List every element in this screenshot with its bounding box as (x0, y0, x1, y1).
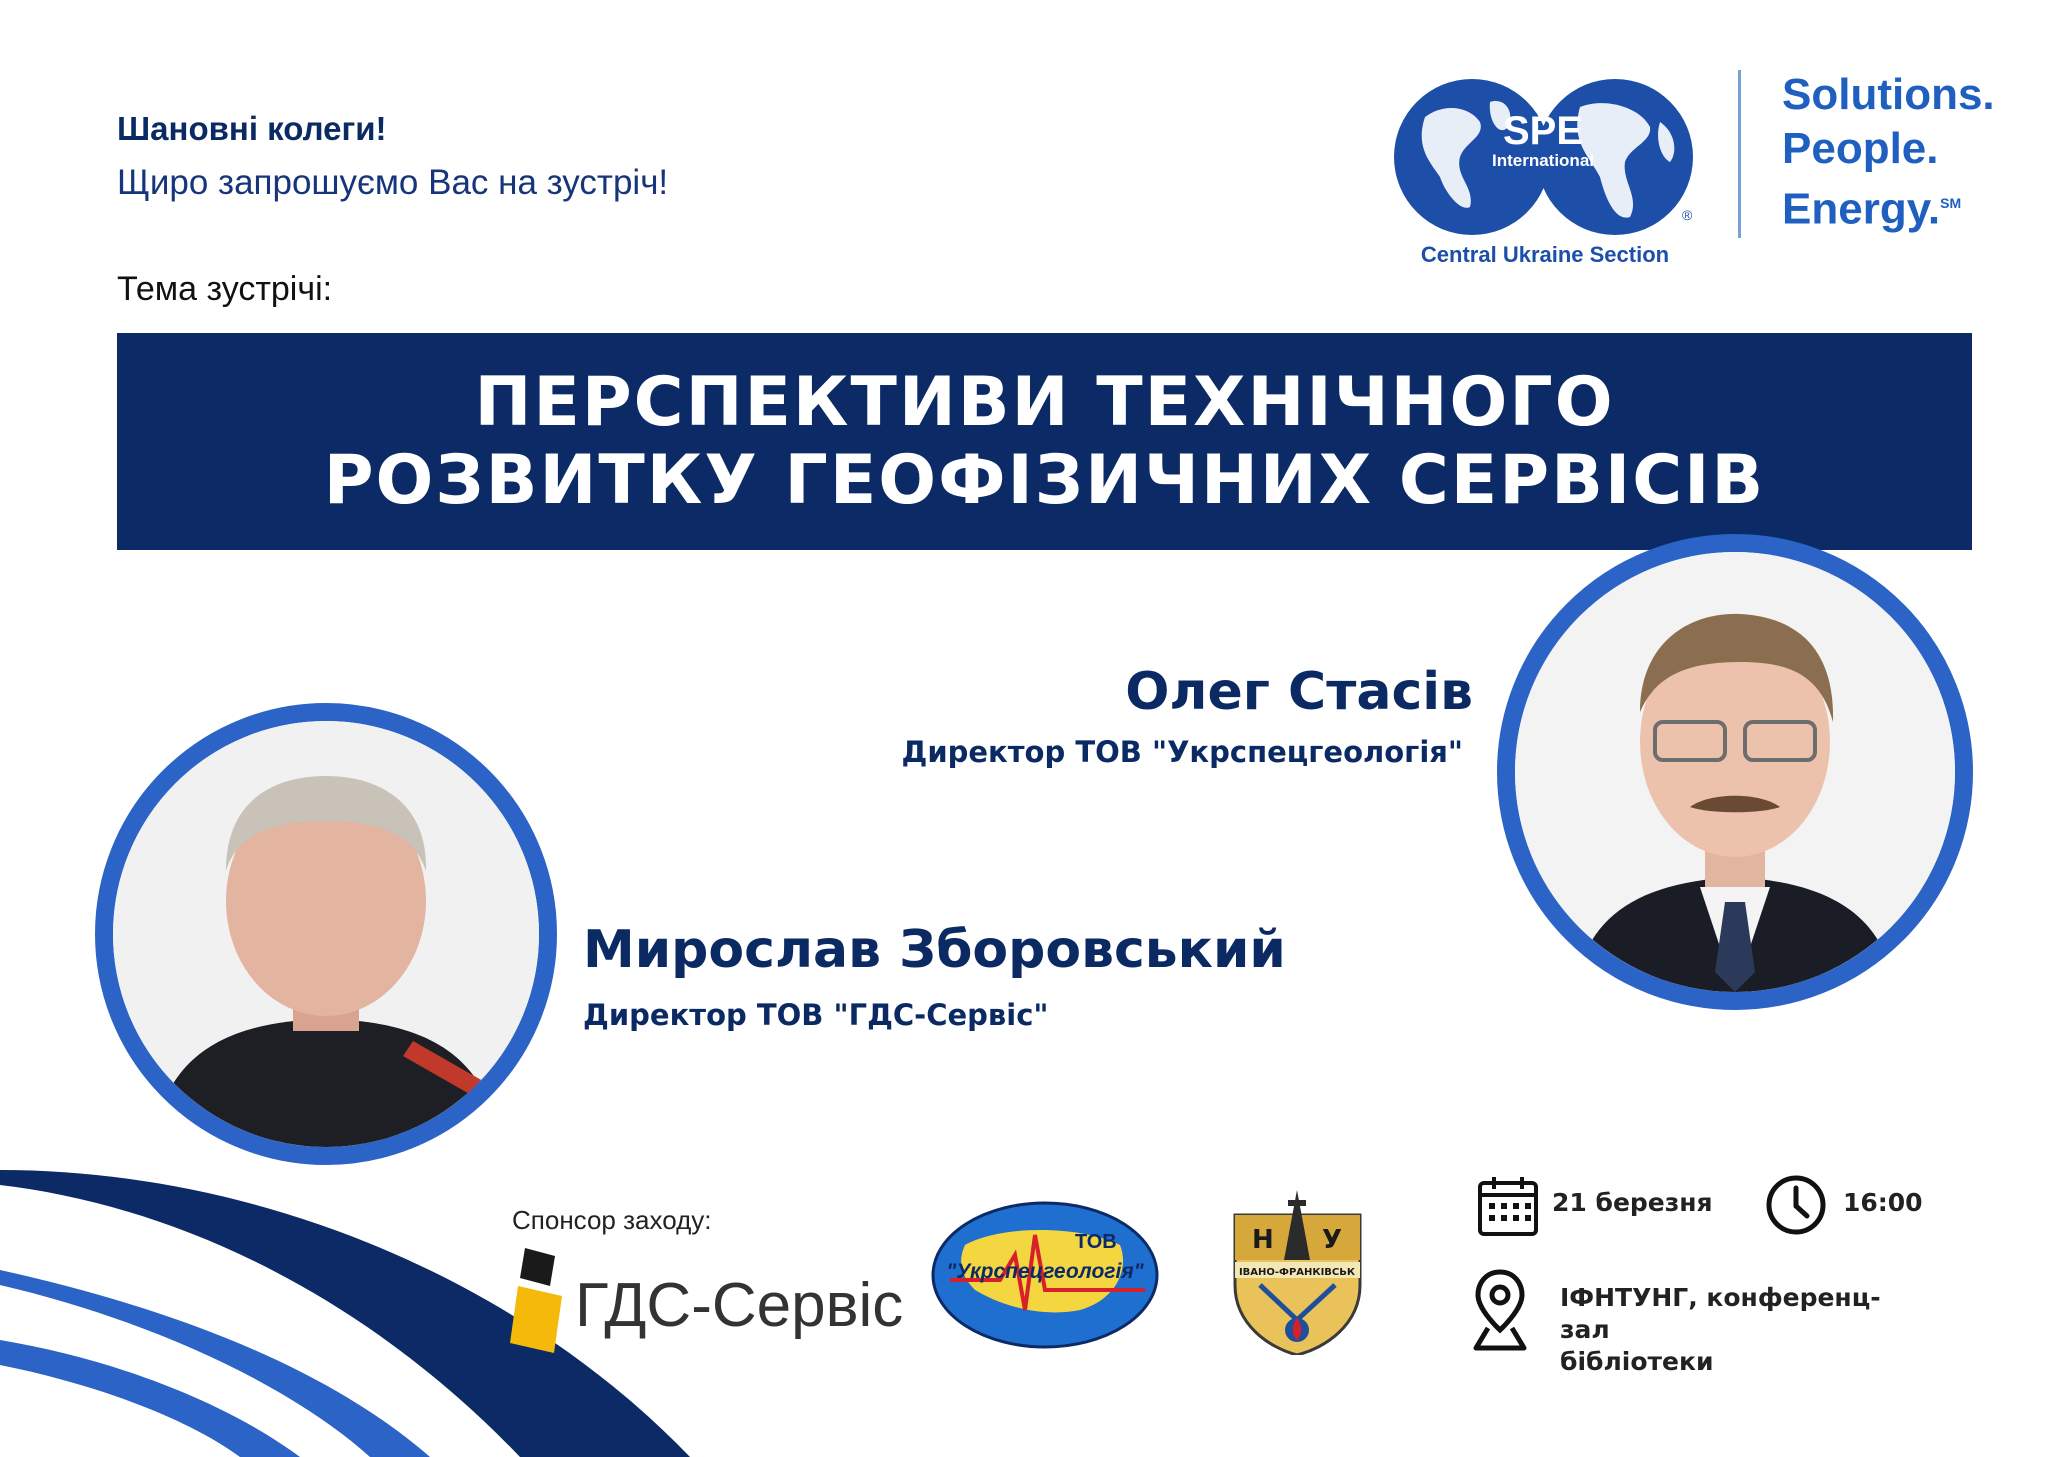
event-time: 16:00 (1843, 1188, 1923, 1217)
gds-service-name: ГДС-Сервіс (575, 1271, 904, 1340)
ukrspetsgeologiya-logo (930, 1200, 1160, 1350)
spe-brand-sub: International (1491, 151, 1595, 170)
event-place-line-2: бібліотеки (1560, 1347, 1714, 1376)
speaker-1-photo (1497, 534, 1973, 1010)
slogan-people: People. (1782, 124, 1939, 173)
usg-tov: ТОВ (1075, 1231, 1117, 1253)
topic-label: Тема зустрічі: (117, 270, 333, 308)
speaker-2-photo (95, 703, 557, 1165)
event-place (1560, 1282, 1920, 1378)
nu-letter-u: У (1322, 1225, 1343, 1255)
clock-icon (1765, 1174, 1827, 1236)
event-place-line-1: ІФНТУНГ, конференц-зал (1560, 1283, 1881, 1344)
spe-logo (1390, 62, 1710, 272)
sponsor-label: Спонсор заходу: (512, 1205, 712, 1235)
university-emblem (1230, 1190, 1365, 1355)
title-line-1: ПЕРСПЕКТИВИ ТЕХНІЧНОГО (474, 362, 1615, 442)
speaker-1-name: Олег Стасів (1125, 662, 1473, 722)
nu-letter-n: Н (1252, 1225, 1274, 1255)
usg-name: "Укрспецгеологія" (946, 1260, 1144, 1283)
greeting: Шановні колеги! (117, 110, 387, 147)
slogan-solutions: Solutions. (1782, 70, 1995, 119)
speaker-2-name: Мирослав Зборовський (583, 920, 1286, 980)
spe-brand: SPE (1502, 109, 1584, 153)
slogan-mark: SM (1940, 195, 1962, 211)
calendar-icon (1477, 1175, 1539, 1237)
logo-divider (1738, 70, 1741, 238)
speaker-1-role: Директор ТОВ "Укрспецгеологія" (901, 735, 1463, 769)
title-banner (117, 333, 1972, 550)
slogan-energy-row (1782, 176, 1995, 237)
registered-mark: ® (1682, 207, 1693, 223)
gds-mark-icon (510, 1248, 570, 1353)
title-line-2: РОЗВИТКУ ГЕОФІЗИЧНИХ СЕРВІСІВ (323, 440, 1766, 520)
slogan-energy: Energy. (1782, 184, 1941, 234)
location-pin-icon (1472, 1268, 1528, 1352)
spe-section: Central Ukraine Section (1420, 242, 1670, 267)
slogan (1782, 68, 1995, 237)
speaker-2-role: Директор ТОВ "ГДС-Сервіс" (583, 998, 1049, 1032)
event-date: 21 березня (1552, 1188, 1713, 1217)
invitation: Щиро запрошуємо Вас на зустріч! (117, 163, 669, 202)
nu-city: ІВАНО-ФРАНКІВСЬК (1238, 1267, 1356, 1278)
